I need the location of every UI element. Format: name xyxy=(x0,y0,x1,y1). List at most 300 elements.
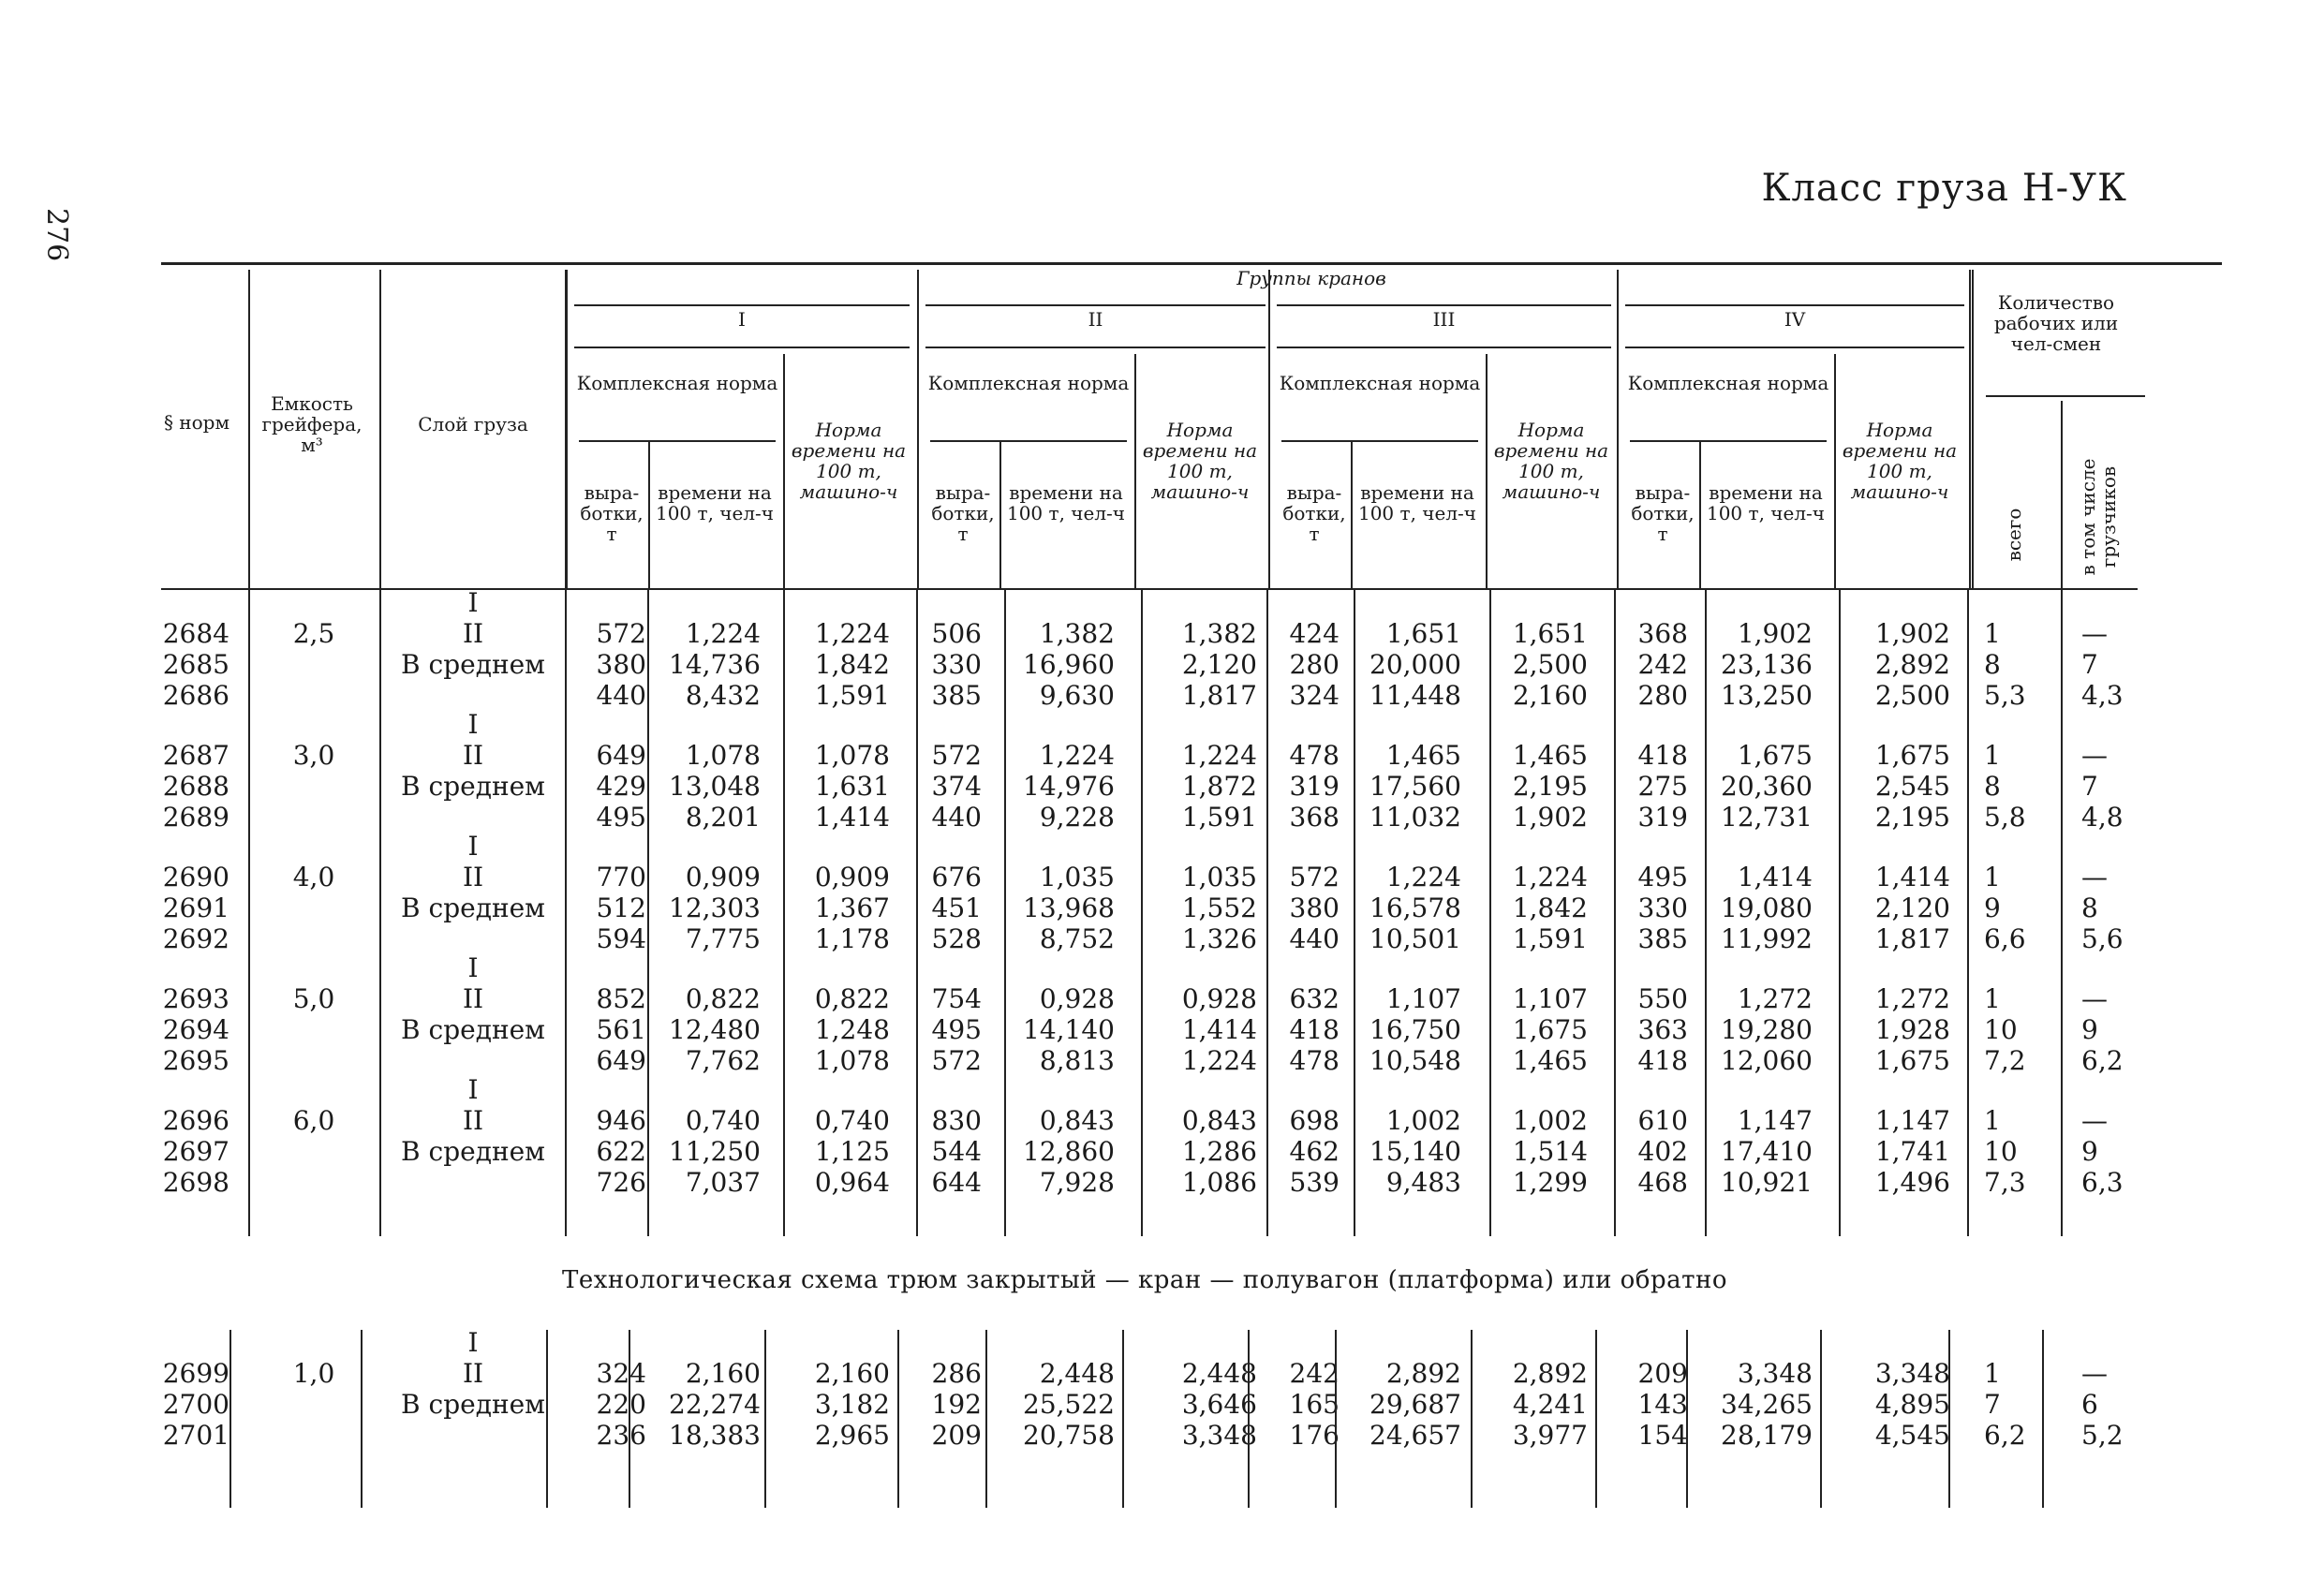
table-cell: 20,000 xyxy=(1369,649,1461,680)
table-cell: 440 xyxy=(931,802,982,833)
table-cell: 1,902 xyxy=(1737,618,1813,649)
body-divider xyxy=(783,590,785,1236)
table-cell: 1 xyxy=(1984,983,2001,1014)
table-cell: 1,902 xyxy=(1874,618,1950,649)
table-cell: 468 xyxy=(1637,1167,1688,1198)
layer-label: В среднем xyxy=(401,892,545,923)
table-cell: 1,078 xyxy=(685,740,761,771)
table-cell: 10,548 xyxy=(1369,1045,1461,1076)
table-cell: 385 xyxy=(931,680,982,711)
scheme-title: Технологическая схема трюм закрытый — кран — полувагон (платформа) или обратно xyxy=(562,1266,1727,1294)
table-cell: 0,909 xyxy=(814,862,890,892)
page-number: 276 xyxy=(40,208,73,262)
body-divider xyxy=(248,590,250,1236)
table-cell: 13,048 xyxy=(669,771,761,802)
table-cell: 25,522 xyxy=(1023,1389,1115,1420)
table-cell: 506 xyxy=(931,618,982,649)
table-cell: — xyxy=(2081,740,2108,771)
machine-time-label: Норма времени на 100 т, машино-ч xyxy=(1842,419,1958,503)
body-divider xyxy=(1820,1330,1822,1508)
table-cell: 1,741 xyxy=(1874,1136,1950,1167)
header-capacity: Емкость грейфера, м³ xyxy=(261,392,363,456)
output-label: выра-ботки, т xyxy=(580,481,644,545)
body-divider xyxy=(1614,590,1616,1236)
norm-number: 2697 xyxy=(162,1136,229,1167)
complex-norm-rule xyxy=(1630,440,1827,442)
table-cell: 11,032 xyxy=(1369,802,1461,833)
capacity-value: 1,0 xyxy=(292,1358,335,1389)
table-cell: 9 xyxy=(2081,1014,2098,1045)
layer-label: II xyxy=(462,1358,484,1389)
norm-number: 2698 xyxy=(162,1167,229,1198)
table-cell: 632 xyxy=(1289,983,1340,1014)
table-cell: 4,8 xyxy=(2081,802,2124,833)
table-cell: 6 xyxy=(2081,1389,2098,1420)
body-divider xyxy=(1948,1330,1950,1508)
table-cell: 165 xyxy=(1289,1389,1340,1420)
table-cell: 1,465 xyxy=(1512,1045,1588,1076)
table-cell: 1,902 xyxy=(1512,802,1588,833)
layer-label: I xyxy=(467,831,479,862)
norm-number: 2694 xyxy=(162,1014,229,1045)
table-cell: 0,822 xyxy=(814,983,890,1014)
table-cell: 330 xyxy=(931,649,982,680)
table-cell: 7 xyxy=(2081,649,2098,680)
group-rule xyxy=(925,304,1266,306)
sub-divider xyxy=(1486,354,1488,588)
table-cell: 23,136 xyxy=(1721,649,1813,680)
table-cell: 1,224 xyxy=(814,618,890,649)
table-cell: 10,921 xyxy=(1721,1167,1813,1198)
table-cell: 0,928 xyxy=(1181,983,1257,1014)
table-cell: 1,326 xyxy=(1181,923,1257,954)
table-cell: 192 xyxy=(931,1389,982,1420)
table-cell: 2,160 xyxy=(814,1358,890,1389)
sub-divider xyxy=(783,354,785,588)
header-divider xyxy=(2061,401,2063,588)
table-cell: 8,813 xyxy=(1039,1045,1115,1076)
group-rule xyxy=(1625,347,1964,348)
body-divider xyxy=(1266,590,1268,1236)
body-divider xyxy=(546,1330,548,1508)
table-cell: 440 xyxy=(1289,923,1340,954)
table-cell: 2,160 xyxy=(685,1358,761,1389)
body-divider xyxy=(629,1330,630,1508)
table-cell: 2,120 xyxy=(1181,649,1257,680)
norm-number: 2692 xyxy=(162,923,229,954)
table-cell: 6,2 xyxy=(2081,1045,2124,1076)
table-cell: 10,501 xyxy=(1369,923,1461,954)
table-cell: 1,272 xyxy=(1737,983,1813,1014)
group-rule xyxy=(574,304,910,306)
table-cell: 528 xyxy=(931,923,982,954)
table-cell: 8 xyxy=(2081,892,2098,923)
group-divider xyxy=(1969,270,1971,588)
table-cell: 1,651 xyxy=(1385,618,1461,649)
body-divider xyxy=(565,590,567,1236)
table-cell: 385 xyxy=(1637,923,1688,954)
group-rule xyxy=(1277,304,1611,306)
table-cell: 1 xyxy=(1984,618,2001,649)
body-divider xyxy=(1335,1330,1337,1508)
table-cell: 572 xyxy=(596,618,646,649)
table-cell: 10 xyxy=(1984,1014,2018,1045)
table-cell: 0,928 xyxy=(1039,983,1115,1014)
body-divider xyxy=(229,1330,231,1508)
table-cell: 319 xyxy=(1637,802,1688,833)
table-cell: 7,775 xyxy=(685,923,761,954)
table-cell: 3,182 xyxy=(814,1389,890,1420)
table-cell: 209 xyxy=(1637,1358,1688,1389)
table-cell: 2,500 xyxy=(1874,680,1950,711)
table-cell: 1,002 xyxy=(1512,1105,1588,1136)
table-cell: 6,6 xyxy=(1984,923,2026,954)
table-cell: 1,147 xyxy=(1874,1105,1950,1136)
table-cell: 3,348 xyxy=(1874,1358,1950,1389)
table-cell: 20,360 xyxy=(1721,771,1813,802)
table-cell: 1,817 xyxy=(1181,680,1257,711)
table-cell: 275 xyxy=(1637,771,1688,802)
table-cell: 1,496 xyxy=(1874,1167,1950,1198)
table-cell: 946 xyxy=(596,1105,646,1136)
table-cell: 330 xyxy=(1637,892,1688,923)
table-cell: 1,147 xyxy=(1737,1105,1813,1136)
norm-number: 2700 xyxy=(162,1389,229,1420)
layer-label: I xyxy=(467,587,479,618)
body-divider xyxy=(764,1330,766,1508)
table-cell: 0,843 xyxy=(1181,1105,1257,1136)
table-cell: 1,591 xyxy=(1512,923,1588,954)
header-divider xyxy=(248,270,250,588)
norm-number: 2689 xyxy=(162,802,229,833)
complex-norm-label: Комплексная норма xyxy=(927,372,1130,394)
table-cell: 0,843 xyxy=(1039,1105,1115,1136)
table-cell: 12,860 xyxy=(1023,1136,1115,1167)
norm-number: 2686 xyxy=(162,680,229,711)
table-cell: 8,201 xyxy=(685,802,761,833)
layer-label: I xyxy=(467,1074,479,1105)
body-divider xyxy=(1839,590,1841,1236)
group-rule xyxy=(1625,304,1964,306)
table-cell: 319 xyxy=(1289,771,1340,802)
table-cell: 18,383 xyxy=(669,1420,761,1451)
body-divider xyxy=(1595,1330,1597,1508)
group-divider xyxy=(1617,270,1619,588)
group-label: I xyxy=(738,308,746,331)
sub-divider xyxy=(1834,354,1836,588)
table-cell: 242 xyxy=(1289,1358,1340,1389)
machine-time-label: Норма времени на 100 т, машино-ч xyxy=(1493,419,1609,503)
layer-label: I xyxy=(467,1327,479,1358)
group-divider xyxy=(1268,270,1270,588)
table-cell: 1,591 xyxy=(814,680,890,711)
table-cell: 1,086 xyxy=(1181,1167,1257,1198)
header-workers: Количество рабочих или чел-смен xyxy=(1993,291,2119,355)
time-label: времени на 100 т, чел-ч xyxy=(1706,481,1826,524)
table-cell: 3,646 xyxy=(1181,1389,1257,1420)
table-cell: 3,348 xyxy=(1181,1420,1257,1451)
table-cell: 16,578 xyxy=(1369,892,1461,923)
table-cell: 9 xyxy=(1984,892,2001,923)
norm-number: 2688 xyxy=(162,771,229,802)
table-cell: 12,303 xyxy=(669,892,761,923)
layer-label: В среднем xyxy=(401,771,545,802)
table-cell: 2,965 xyxy=(814,1420,890,1451)
table-cell: 1,107 xyxy=(1385,983,1461,1014)
group-divider xyxy=(566,270,568,588)
table-cell: 649 xyxy=(596,740,646,771)
table-cell: 286 xyxy=(931,1358,982,1389)
body-divider xyxy=(1004,590,1006,1236)
body-divider xyxy=(1489,590,1491,1236)
table-cell: 1,224 xyxy=(1385,862,1461,892)
table-cell: 754 xyxy=(931,983,982,1014)
group-rule xyxy=(1277,347,1611,348)
table-cell: 29,687 xyxy=(1369,1389,1461,1420)
table-cell: 236 xyxy=(596,1420,646,1451)
table-cell: 0,822 xyxy=(685,983,761,1014)
table-cell: 770 xyxy=(596,862,646,892)
table-cell: 280 xyxy=(1637,680,1688,711)
table-cell: 1,248 xyxy=(814,1014,890,1045)
table-cell: 478 xyxy=(1289,740,1340,771)
table-top-rule xyxy=(161,262,2222,265)
layer-label: II xyxy=(462,1105,484,1136)
table-cell: 1 xyxy=(1984,740,2001,771)
body-divider xyxy=(647,590,649,1236)
norm-number: 2684 xyxy=(162,618,229,649)
table-cell: 9 xyxy=(2081,1136,2098,1167)
body-divider xyxy=(1141,590,1143,1236)
body-divider xyxy=(379,590,381,1236)
table-cell: 12,060 xyxy=(1721,1045,1813,1076)
table-cell: 1,842 xyxy=(1512,892,1588,923)
table-cell: 1,591 xyxy=(1181,802,1257,833)
table-cell: 8 xyxy=(1984,771,2001,802)
complex-norm-rule xyxy=(579,440,776,442)
body-divider xyxy=(2042,1330,2044,1508)
layer-label: В среднем xyxy=(401,1389,545,1420)
table-cell: 16,750 xyxy=(1369,1014,1461,1045)
table-cell: 11,448 xyxy=(1369,680,1461,711)
table-cell: 495 xyxy=(931,1014,982,1045)
table-cell: — xyxy=(2081,983,2108,1014)
group-label: III xyxy=(1432,308,1456,331)
table-cell: 1,675 xyxy=(1874,740,1950,771)
body-divider xyxy=(1354,590,1355,1236)
complex-norm-rule xyxy=(1281,440,1478,442)
table-cell: 830 xyxy=(931,1105,982,1136)
complex-norm-rule xyxy=(930,440,1127,442)
table-cell: 242 xyxy=(1637,649,1688,680)
header-divider xyxy=(379,270,381,588)
table-cell: 1,414 xyxy=(1874,862,1950,892)
table-cell: 1,414 xyxy=(1737,862,1813,892)
table-cell: 572 xyxy=(931,1045,982,1076)
body-divider xyxy=(897,1330,899,1508)
table-cell: 2,120 xyxy=(1874,892,1950,923)
table-cell: 7,037 xyxy=(685,1167,761,1198)
table-cell: 14,736 xyxy=(669,649,761,680)
table-cell: 154 xyxy=(1637,1420,1688,1451)
group-divider xyxy=(917,270,919,588)
complex-norm-label: Комплексная норма xyxy=(1279,372,1481,394)
table-cell: 13,968 xyxy=(1023,892,1115,923)
layer-label: В среднем xyxy=(401,1136,545,1167)
table-cell: 424 xyxy=(1289,618,1340,649)
table-cell: 1,465 xyxy=(1385,740,1461,771)
table-cell: 1,382 xyxy=(1181,618,1257,649)
table-cell: 561 xyxy=(596,1014,646,1045)
table-cell: 17,560 xyxy=(1369,771,1461,802)
table-cell: 2,448 xyxy=(1039,1358,1115,1389)
group-label: IV xyxy=(1784,308,1806,331)
norm-number: 2691 xyxy=(162,892,229,923)
table-cell: — xyxy=(2081,1358,2108,1389)
body-divider xyxy=(1122,1330,1124,1508)
table-cell: 418 xyxy=(1637,1045,1688,1076)
table-cell: 2,500 xyxy=(1512,649,1588,680)
norm-number: 2693 xyxy=(162,983,229,1014)
table-cell: 176 xyxy=(1289,1420,1340,1451)
table-cell: 7,2 xyxy=(1984,1045,2026,1076)
layer-label: I xyxy=(467,952,479,983)
header-divider xyxy=(1972,270,1974,588)
table-cell: 3,977 xyxy=(1512,1420,1588,1451)
table-cell: 6,2 xyxy=(1984,1420,2026,1451)
table-cell: 374 xyxy=(931,771,982,802)
layer-label: II xyxy=(462,618,484,649)
time-label: времени на 100 т, чел-ч xyxy=(1357,481,1477,524)
sub-divider xyxy=(1351,442,1353,588)
output-label: выра-ботки, т xyxy=(1282,481,1346,545)
table-cell: 1,675 xyxy=(1737,740,1813,771)
table-cell: 1,178 xyxy=(814,923,890,954)
norm-number: 2695 xyxy=(162,1045,229,1076)
table-cell: 20,758 xyxy=(1023,1420,1115,1451)
sub-divider xyxy=(1134,354,1136,588)
table-cell: 1,651 xyxy=(1512,618,1588,649)
table-cell: 2,892 xyxy=(1512,1358,1588,1389)
table-cell: 363 xyxy=(1637,1014,1688,1045)
table-cell: 1,078 xyxy=(814,1045,890,1076)
table-cell: 478 xyxy=(1289,1045,1340,1076)
table-cell: 16,960 xyxy=(1023,649,1115,680)
table-cell: 1,842 xyxy=(814,649,890,680)
table-cell: 1,928 xyxy=(1874,1014,1950,1045)
group-label: II xyxy=(1088,308,1103,331)
layer-label: В среднем xyxy=(401,649,545,680)
table-cell: 13,250 xyxy=(1721,680,1813,711)
table-cell: 14,140 xyxy=(1023,1014,1115,1045)
table-cell: 1,224 xyxy=(1181,740,1257,771)
header-norm: § норм xyxy=(163,411,230,434)
table-cell: 4,545 xyxy=(1874,1420,1950,1451)
table-cell: 440 xyxy=(596,680,646,711)
table-cell: 8,752 xyxy=(1039,923,1115,954)
table-cell: — xyxy=(2081,1105,2108,1136)
table-cell: 5,2 xyxy=(2081,1420,2124,1451)
table-cell: 14,976 xyxy=(1023,771,1115,802)
table-cell: 19,080 xyxy=(1721,892,1813,923)
table-cell: 380 xyxy=(1289,892,1340,923)
table-cell: 24,657 xyxy=(1369,1420,1461,1451)
table-cell: 209 xyxy=(931,1420,982,1451)
table-cell: 2,195 xyxy=(1512,771,1588,802)
body-divider xyxy=(1248,1330,1250,1508)
table-cell: 0,964 xyxy=(814,1167,890,1198)
table-cell: 1 xyxy=(1984,1105,2001,1136)
machine-time-label: Норма времени на 100 т, машино-ч xyxy=(791,419,907,503)
table-cell: 572 xyxy=(1289,862,1340,892)
table-cell: 4,3 xyxy=(2081,680,2124,711)
table-cell: 143 xyxy=(1637,1389,1688,1420)
table-cell: 1,872 xyxy=(1181,771,1257,802)
table-cell: 1,224 xyxy=(1039,740,1115,771)
table-cell: 324 xyxy=(1289,680,1340,711)
table-cell: 495 xyxy=(1637,862,1688,892)
complex-norm-label: Комплексная норма xyxy=(1627,372,1829,394)
layer-label: I xyxy=(467,709,479,740)
header-crane-groups: Группы кранов xyxy=(1236,267,1386,289)
table-cell: 1,514 xyxy=(1512,1136,1588,1167)
header-workers-total: всего xyxy=(2003,508,2025,562)
table-cell: 462 xyxy=(1289,1136,1340,1167)
table-cell: 19,280 xyxy=(1721,1014,1813,1045)
table-cell: 429 xyxy=(596,771,646,802)
table-cell: 1,817 xyxy=(1874,923,1950,954)
table-cell: 7 xyxy=(1984,1389,2001,1420)
header-workers-loaders: в том числе грузчиков xyxy=(2077,458,2120,576)
layer-label: II xyxy=(462,862,484,892)
table-cell: 8,432 xyxy=(685,680,761,711)
table-cell: 402 xyxy=(1637,1136,1688,1167)
table-cell: 6,3 xyxy=(2081,1167,2124,1198)
table-cell: 418 xyxy=(1637,740,1688,771)
table-cell: 324 xyxy=(596,1358,646,1389)
output-label: выра-ботки, т xyxy=(931,481,995,545)
table-cell: 1,224 xyxy=(685,618,761,649)
sub-divider xyxy=(1699,442,1701,588)
table-cell: 1,414 xyxy=(814,802,890,833)
table-cell: 1,107 xyxy=(1512,983,1588,1014)
table-cell: 368 xyxy=(1289,802,1340,833)
table-cell: 649 xyxy=(596,1045,646,1076)
table-cell: 7,3 xyxy=(1984,1167,2026,1198)
output-label: выра-ботки, т xyxy=(1631,481,1695,545)
table-cell: 7 xyxy=(2081,771,2098,802)
body-divider xyxy=(361,1330,363,1508)
table-cell: 2,545 xyxy=(1874,771,1950,802)
table-cell: 1,286 xyxy=(1181,1136,1257,1167)
table-cell: 1,465 xyxy=(1512,740,1588,771)
layer-label: II xyxy=(462,983,484,1014)
table-cell: 280 xyxy=(1289,649,1340,680)
table-cell: 12,480 xyxy=(669,1014,761,1045)
norm-number: 2687 xyxy=(162,740,229,771)
table-cell: 1,631 xyxy=(814,771,890,802)
table-cell: 10 xyxy=(1984,1136,2018,1167)
group-rule xyxy=(574,347,910,348)
table-cell: 544 xyxy=(931,1136,982,1167)
norm-number: 2696 xyxy=(162,1105,229,1136)
table-cell: 5,6 xyxy=(2081,923,2124,954)
table-cell: 1,382 xyxy=(1039,618,1115,649)
table-cell: 7,928 xyxy=(1039,1167,1115,1198)
table-cell: 2,892 xyxy=(1385,1358,1461,1389)
table-cell: 15,140 xyxy=(1369,1136,1461,1167)
capacity-value: 5,0 xyxy=(292,983,335,1014)
